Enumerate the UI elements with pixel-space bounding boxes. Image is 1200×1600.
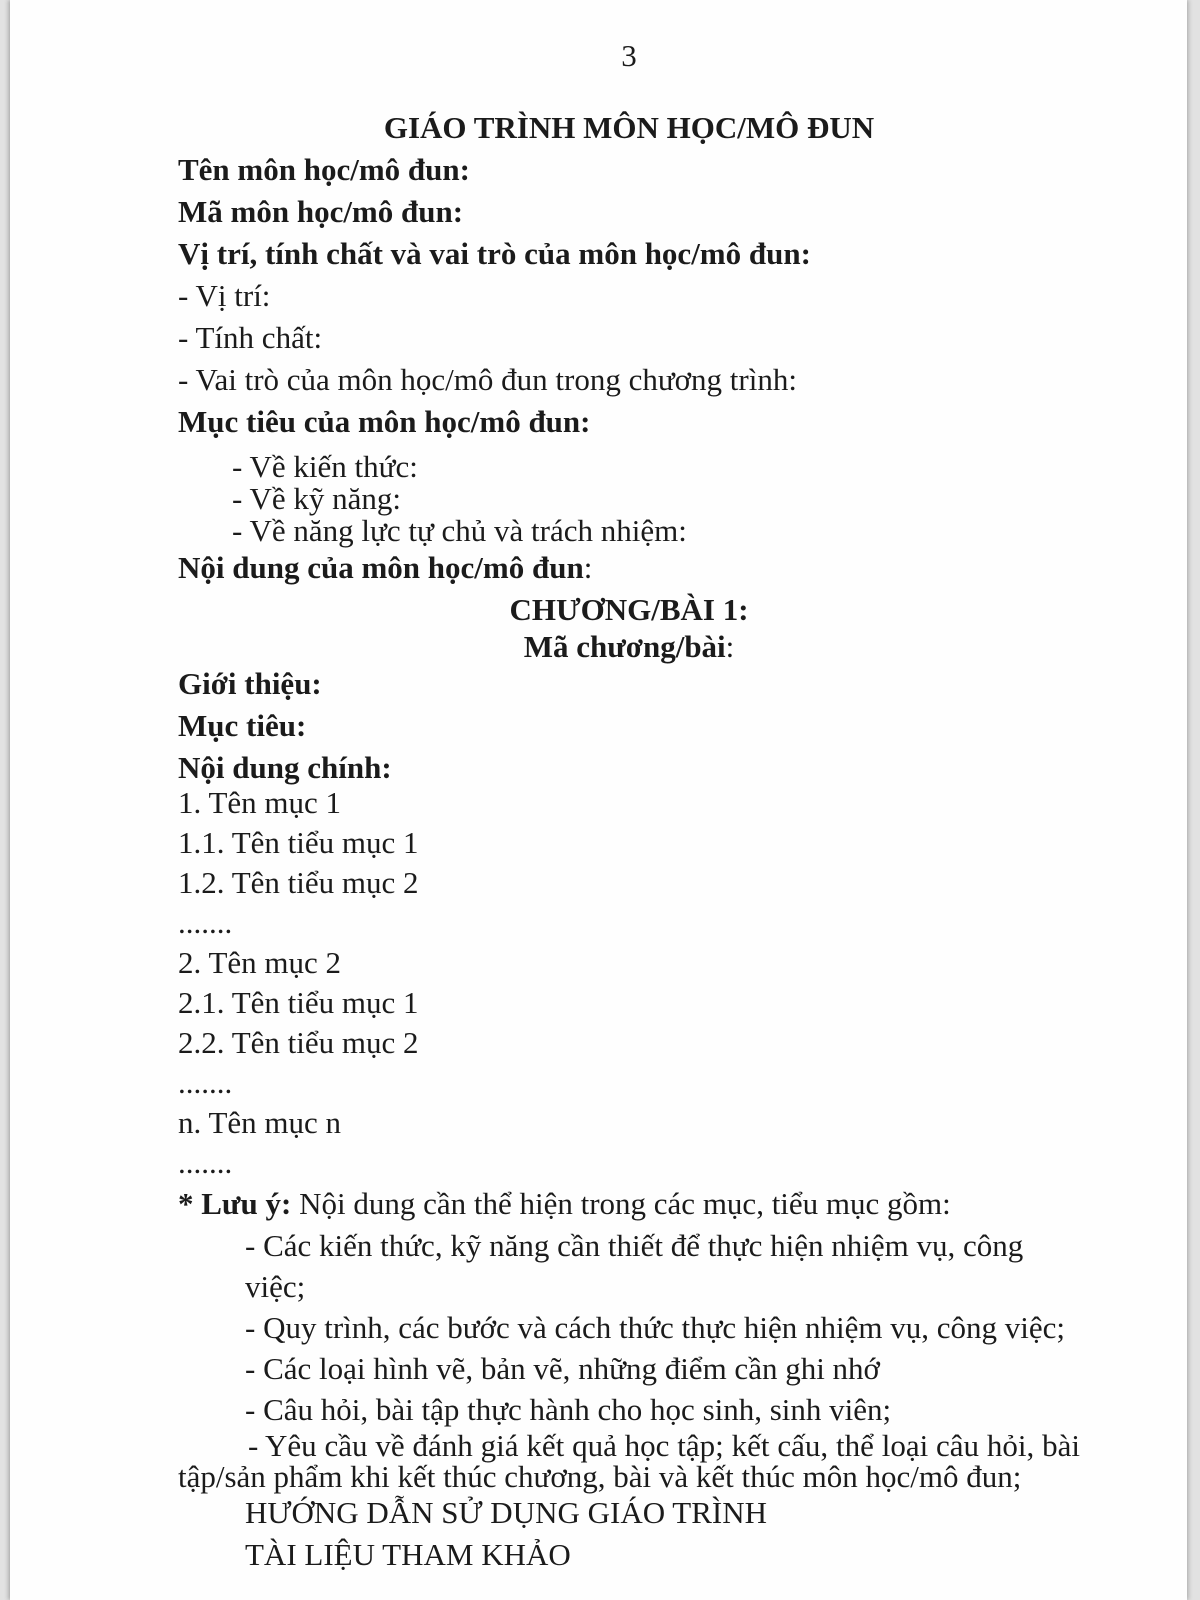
outline-item: 1.1. Tên tiểu mục 1 xyxy=(178,825,419,860)
outline-item: 1. Tên mục 1 xyxy=(178,785,342,820)
note-label: * Lưu ý: xyxy=(178,1186,292,1221)
outline-dots: ....... xyxy=(178,1145,233,1180)
outline-item: n. Tên mục n xyxy=(178,1105,342,1140)
module-code-label: Mã môn học/mô đun: xyxy=(178,194,464,229)
content-heading xyxy=(178,547,1080,589)
position-item: - Tính chất: xyxy=(178,320,323,355)
objectives-heading: Mục tiêu của môn học/mô đun: xyxy=(178,404,591,439)
note-item: - Các loại hình vẽ, bản vẽ, những điểm cần ghi nhớ xyxy=(245,1351,880,1386)
outline-item: 1.2. Tên tiểu mục 2 xyxy=(178,865,419,900)
footer-heading-huong-dan: HƯỚNG DẪN SỬ DỤNG GIÁO TRÌNH xyxy=(245,1495,767,1530)
document-page xyxy=(10,0,1187,1600)
chapter-code-line xyxy=(178,631,1080,663)
position-item: - Vai trò của môn học/mô đun trong chương trình: xyxy=(178,362,797,397)
note-item: - Quy trình, các bước và cách thức thực hiện nhiệm vụ, công việc; xyxy=(245,1310,1065,1345)
note-intro: Nội dung cần thể hiện trong các mục, tiểu mục gồm: xyxy=(291,1186,951,1221)
note-closing-paragraph: - Yêu cầu về đánh giá kết quả học tập; kết cấu, thể loại câu hỏi, bài tập/sản phẩm khi kết thúc chương, bài và kết thúc môn học/mô đun; xyxy=(178,1428,1080,1494)
note-item: - Các kiến thức, kỹ năng cần thiết để thực hiện nhiệm vụ, công việc; xyxy=(245,1228,1024,1304)
section-heading-gioi-thieu: Giới thiệu: xyxy=(178,666,322,701)
outline-item: 2. Tên mục 2 xyxy=(178,945,342,980)
section-heading-muc-tieu: Mục tiêu: xyxy=(178,708,307,743)
objective-item: - Về kiến thức: xyxy=(232,449,418,484)
outline-dots: ....... xyxy=(178,905,233,940)
chapter-code-label: Mã chương/bài xyxy=(523,629,726,664)
objective-item: - Về kỹ năng: xyxy=(232,481,402,516)
note-item: - Câu hỏi, bài tập thực hành cho học sinh, sinh viên; xyxy=(245,1392,892,1427)
outline-item: 2.2. Tên tiểu mục 2 xyxy=(178,1025,419,1060)
section-heading-noi-dung-chinh: Nội dung chính: xyxy=(178,750,392,785)
chapter-heading: CHƯƠNG/BÀI 1: xyxy=(509,592,749,627)
page-number: 3 xyxy=(621,38,637,73)
objectives-list xyxy=(178,451,1080,547)
module-name-label: Tên môn học/mô đun: xyxy=(178,152,470,187)
outline-dots: ....... xyxy=(178,1065,233,1100)
objective-item: - Về năng lực tự chủ và trách nhiệm: xyxy=(232,513,687,548)
content-heading-label: Nội dung của môn học/mô đun xyxy=(178,550,584,585)
footer-heading-tai-lieu: TÀI LIỆU THAM KHẢO xyxy=(245,1537,571,1572)
outline-item: 2.1. Tên tiểu mục 1 xyxy=(178,985,419,1020)
note-heading xyxy=(178,1183,1080,1225)
content-heading-colon: : xyxy=(583,550,593,585)
chapter-code-colon: : xyxy=(725,629,735,664)
document-title: GIÁO TRÌNH MÔN HỌC/MÔ ĐUN xyxy=(383,110,875,145)
position-item: - Vị trí: xyxy=(178,278,271,313)
module-position-heading: Vị trí, tính chất và vai trò của môn học/mô đun: xyxy=(178,236,811,271)
